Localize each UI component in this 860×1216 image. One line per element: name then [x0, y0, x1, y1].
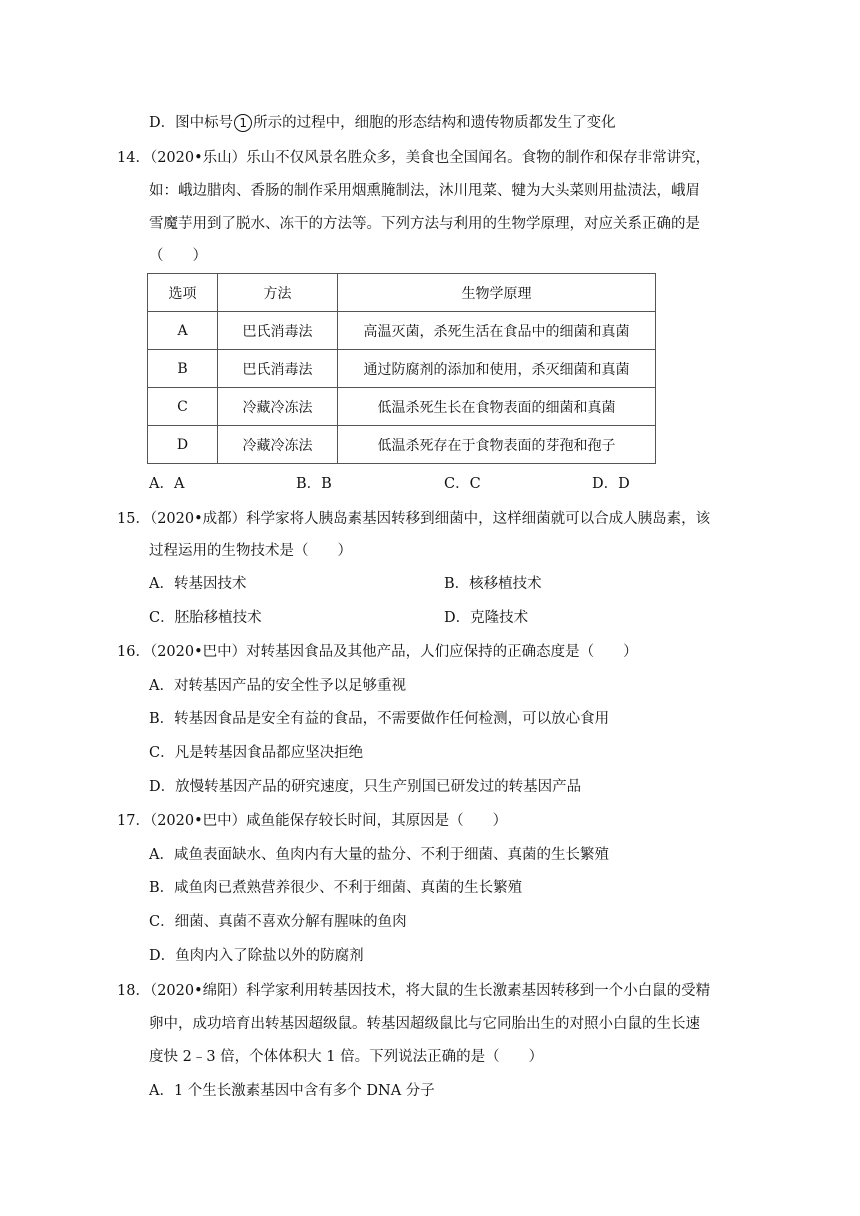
q18-option-a[interactable]: A．1 个生长激素基因中含有多个 DNA 分子 — [149, 1083, 435, 1099]
q14-stem-line-1: 14．（2020•乐山）乐山不仅风景名胜众多，美食也全国闻名。食物的制作和保存非常讲究， — [117, 150, 711, 166]
q18-stem-line-1: 18．（2020•绵阳）科学家利用转基因技术，将大鼠的生长激素基因转移到一个小白鼠的受精 — [117, 983, 711, 999]
q15-stem-line-1: 15．（2020•成都）科学家将人胰岛素基因转移到细菌中，这样细菌就可以合成人胰岛素，该 — [117, 511, 711, 527]
table-row — [148, 312, 656, 350]
table-cell: 冷藏冷冻法 — [218, 426, 338, 464]
q16-stem: 16．（2020•巴中）对转基因食品及其他产品，人们应保持的正确态度是（ ） — [117, 644, 638, 660]
q18-stem-line-3: 度快 2﹣3 倍，个体体积大 1 倍。下列说法正确的是（ ） — [149, 1049, 544, 1065]
q15-option-b[interactable]: B．核移植技术 — [444, 576, 542, 592]
q17-option-d[interactable]: D．鱼肉内入了除盐以外的防腐剂 — [149, 948, 364, 964]
table-row — [148, 388, 656, 426]
q16-option-b[interactable]: B．转基因食品是安全有益的食品，不需要做作任何检测，可以放心食用 — [149, 711, 610, 727]
q15-option-a[interactable]: A．转基因技术 — [149, 576, 247, 592]
table-cell: B — [148, 350, 218, 388]
table-header-row — [148, 274, 656, 312]
q14-answer-blank: （ ） — [149, 248, 207, 264]
table-cell: 低温杀死生长在食物表面的细菌和真菌 — [338, 388, 656, 426]
q14-option-c[interactable]: C．C — [444, 476, 481, 492]
table-row — [148, 350, 656, 388]
table-cell: 巴氏消毒法 — [218, 350, 338, 388]
q15-option-d[interactable]: D．克隆技术 — [444, 610, 529, 626]
q14-stem-line-3: 雪魔芋用到了脱水、冻干的方法等。下列方法与利用的生物学原理，对应关系正确的是 — [149, 216, 700, 232]
table-header-cell: 方法 — [218, 274, 338, 312]
q14-option-a[interactable]: A．A — [149, 476, 185, 492]
q17-stem: 17．（2020•巴中）咸鱼能保存较长时间，其原因是（ ） — [117, 813, 508, 829]
q14-option-b[interactable]: B．B — [296, 476, 332, 492]
q16-option-c[interactable]: C．凡是转基因食品都应坚决拒绝 — [149, 745, 364, 761]
q15-stem-line-2: 过程运用的生物技术是（ ） — [149, 543, 352, 559]
q17-option-b[interactable]: B．咸鱼肉已煮熟营养很少、不利于细菌、真菌的生长繁殖 — [149, 880, 523, 896]
table-cell: 低温杀死存在于食物表面的芽孢和孢子 — [338, 426, 656, 464]
q17-option-c[interactable]: C．细菌、真菌不喜欢分解有腥味的鱼肉 — [149, 914, 407, 930]
q13-option-d-text-after: 所示的过程中，细胞的形态结构和遗传物质都发生了变化 — [253, 115, 616, 131]
q18-stem-line-2: 卵中，成功培育出转基因超级鼠。转基因超级鼠比与它同胎出生的对照小白鼠的生长速 — [149, 1016, 700, 1032]
q14-stem-line-2: 如：峨边腊肉、香肠的制作采用烟熏腌制法，沐川甩菜、犍为大头菜则用盐渍法，峨眉 — [149, 183, 700, 199]
table-header-cell: 选项 — [148, 274, 218, 312]
q15-option-c[interactable]: C．胚胎移植技术 — [149, 610, 262, 626]
table-cell: 通过防腐剂的添加和使用，杀灭细菌和真菌 — [338, 350, 656, 388]
q16-option-a[interactable]: A．对转基因产品的安全性予以足够重视 — [149, 678, 406, 694]
table-cell: 巴氏消毒法 — [218, 312, 338, 350]
table-cell: 高温灭菌，杀死生活在食品中的细菌和真菌 — [338, 312, 656, 350]
table-header-cell: 生物学原理 — [338, 274, 656, 312]
table-cell: D — [148, 426, 218, 464]
circled-number-marker: 1 — [234, 114, 252, 132]
table-cell: 冷藏冷冻法 — [218, 388, 338, 426]
q17-option-a[interactable]: A．咸鱼表面缺水、鱼肉内有大量的盐分、不利于细菌、真菌的生长繁殖 — [149, 847, 609, 863]
q16-option-d[interactable]: D．放慢转基因产品的研究速度，只生产别国已研发过的转基因产品 — [149, 779, 582, 795]
table-cell: C — [148, 388, 218, 426]
q13-option-d-text-before: D．图中标号 — [149, 115, 234, 131]
table-row — [148, 426, 656, 464]
q13-option-d — [149, 113, 616, 133]
q14-table — [147, 273, 656, 464]
q14-option-d[interactable]: D．D — [592, 476, 630, 492]
table-cell: A — [148, 312, 218, 350]
